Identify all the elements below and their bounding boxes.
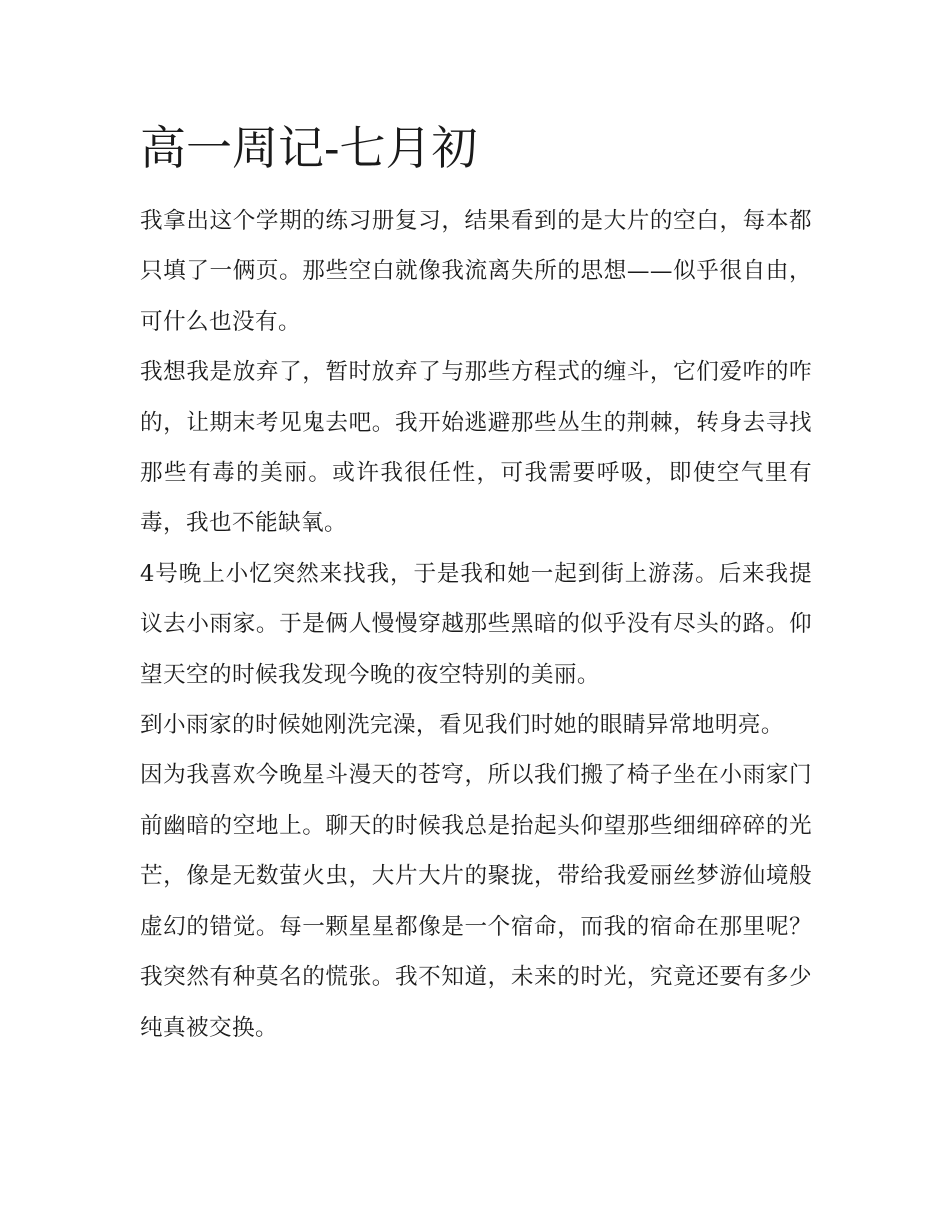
document-title: 高一周记-七月初 (140, 121, 478, 175)
paragraph-3: 4号晚上小忆突然来找我，于是我和她一起到街上游荡。后来我提议去小雨家。于是俩人慢慢穿越那些黑暗的似乎没有尽头的路。仰望天空的时候我发现今晚的夜空特别的美丽。 (140, 560, 812, 688)
paragraph-2: 我想我是放弃了，暂时放弃了与那些方程式的缠斗，它们爱咋的咋的，让期末考见鬼去吧。我开始逃避那些丛生的荆棘，转身去寻找那些有毒的美丽。或许我很任性，可我需要呼吸，即使空气里有毒，我也不能缺氧。 (140, 359, 812, 537)
paragraph-1: 我拿出这个学期的练习册复习，结果看到的是大片的空白，每本都只填了一俩页。那些空白就像我流离失所的思想——似乎很自由，可什么也没有。 (140, 208, 812, 335)
document-body (140, 196, 812, 1053)
document-page (140, 112, 812, 1053)
paragraph-5: 因为我喜欢今晚星斗漫天的苍穹，所以我们搬了椅子坐在小雨家门前幽暗的空地上。聊天的时候我总是抬起头仰望那些细细碎碎的光芒，像是无数萤火虫，大片大片的聚拢，带给我爱丽丝梦游仙境般虚幻的错觉。每一颗星星都像是一个宿命，而我的宿命在那里呢？我突然有种莫名的慌张。我不知道，未来的时光，究竟还要有多少纯真被交换。 (140, 762, 812, 1041)
paragraph-4: 到小雨家的时候她刚洗完澡，看见我们时她的眼睛异常地明亮。 (140, 712, 784, 739)
